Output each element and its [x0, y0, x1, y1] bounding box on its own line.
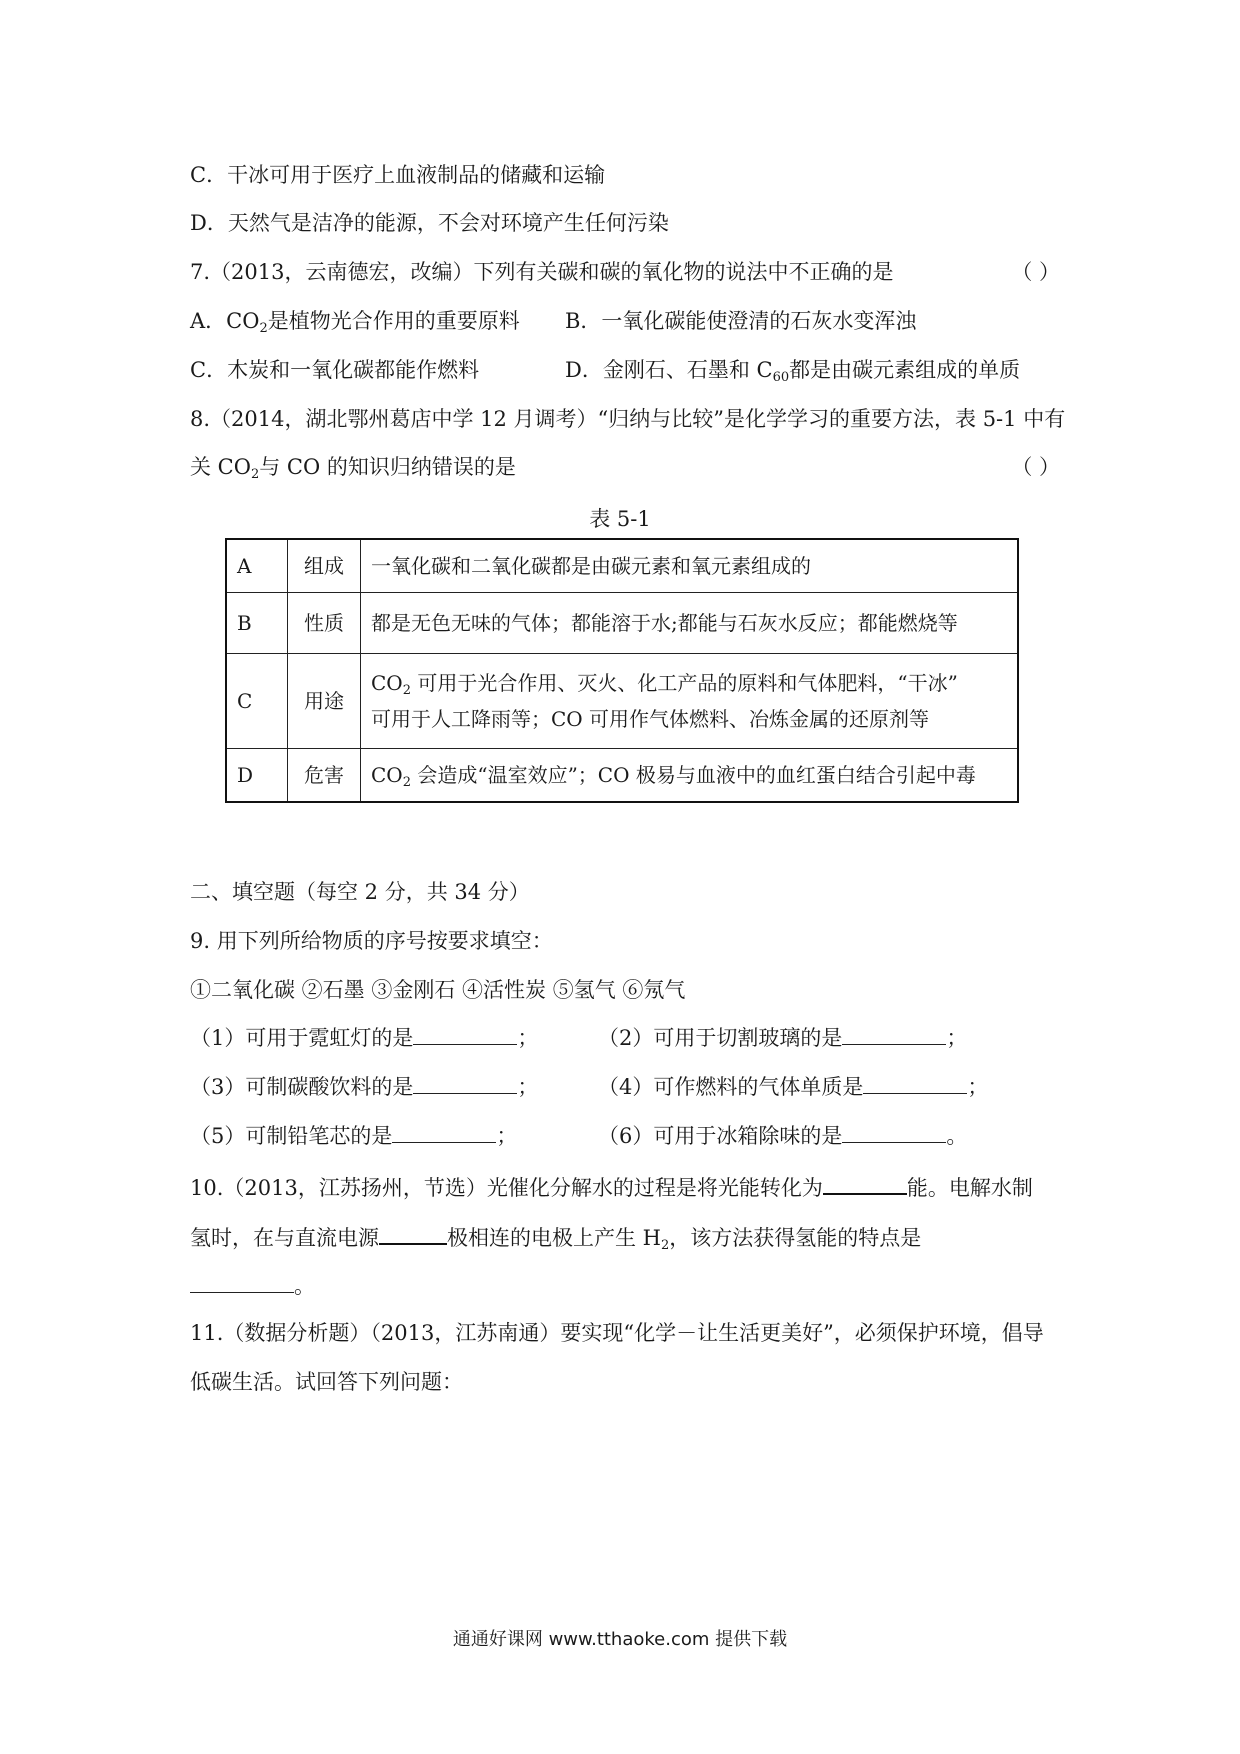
- section-heading: 二、填空题（每空 2 分，共 34 分）: [190, 880, 530, 904]
- row-text: [361, 749, 1019, 803]
- q7-a-post: 是植物光合作用的重要原料: [267, 309, 520, 333]
- row-letter: D: [226, 749, 288, 803]
- row-text: [361, 654, 1019, 749]
- q10-line3: [190, 1270, 1060, 1301]
- q9-item-text: （5）可制铅笔芯的是: [190, 1124, 393, 1148]
- q9-stem: 9. 用下列所给物质的序号按要求填空：: [190, 929, 553, 953]
- q9-item-end: ；: [517, 1026, 539, 1050]
- table-row: [226, 749, 1018, 803]
- row-letter: B: [226, 593, 288, 654]
- co2-sub: 2: [402, 775, 411, 790]
- q10-l2-post: ，该方法获得氢能的特点是: [669, 1226, 922, 1250]
- q8-answer-paren: （ ）: [1011, 455, 1060, 479]
- q7-d-post: 都是由碳元素组成的单质: [789, 358, 1021, 382]
- q9-item-end: ；: [967, 1075, 989, 1099]
- q7-option-a: [190, 309, 520, 336]
- table-row: [226, 654, 1018, 749]
- q9-item-6: [598, 1120, 967, 1151]
- q7-d-sub: 60: [772, 370, 790, 385]
- q8-stem-line2: [190, 452, 1060, 482]
- answer-blank[interactable]: [392, 1120, 496, 1143]
- q9-item-end: ；: [517, 1075, 539, 1099]
- q8-l2-sub: 2: [250, 467, 260, 482]
- q7-stem: [190, 257, 1060, 287]
- q7-answer-paren: （ ）: [1011, 260, 1060, 284]
- answer-blank[interactable]: [190, 1270, 294, 1293]
- q9-item-end: ；: [946, 1026, 968, 1050]
- q7-options-cd: [190, 355, 1060, 385]
- q7-d-pre: D．金刚石、石墨和 C: [565, 358, 773, 382]
- q9-options: ①二氧化碳 ②石墨 ③金刚石 ④活性炭 ⑤氢气 ⑥氖气: [190, 978, 686, 1002]
- answer-blank[interactable]: [379, 1221, 447, 1245]
- row-text-line1: [371, 665, 1007, 701]
- q10-l2-mid: 极相连的电极上产生 H: [447, 1226, 661, 1250]
- q9-item-end: 。: [946, 1124, 968, 1148]
- q7-a-pre: A．CO: [190, 309, 260, 333]
- q9-item-3: [190, 1075, 538, 1099]
- q10-l2-pre: 氢时，在与直流电源: [190, 1226, 379, 1250]
- q9-item-text: （1）可用于霓虹灯的是: [190, 1026, 414, 1050]
- q10-l1-post: 能。电解水制: [906, 1176, 1033, 1200]
- answer-blank[interactable]: [863, 1071, 967, 1094]
- q10-line1: [190, 1171, 1060, 1203]
- q9-item-text: （2）可用于切割玻璃的是: [598, 1026, 843, 1050]
- q6-option-c: C．干冰可用于医疗上血液制品的储藏和运输: [190, 163, 606, 187]
- q9-item-2: [598, 1022, 967, 1053]
- q7-options-ab: [190, 306, 1060, 336]
- q9-row-3: [190, 1120, 1060, 1151]
- q8-stem-line2-text: [190, 452, 516, 482]
- page-footer: 通通好课网 www.tthaoke.com 提供下载: [452, 1629, 788, 1650]
- table-caption: 表 5-1: [589, 507, 651, 531]
- q9-row-1: [190, 1022, 1060, 1053]
- q7-option-b: B．一氧化碳能使澄清的石灰水变浑浊: [565, 309, 917, 333]
- q7-stem-text: 7.（2013，云南德宏，改编）下列有关碳和碳的氧化物的说法中不正确的是: [190, 260, 894, 284]
- row-topic: 性质: [288, 593, 361, 654]
- q8-l2-post: 与 CO 的知识归纳错误的是: [259, 455, 516, 479]
- co2-pre: CO: [371, 763, 403, 787]
- row-letter: C: [226, 654, 288, 749]
- row-text: 都是无色无味的气体；都能溶于水;都能与石灰水反应；都能燃烧等: [361, 593, 1019, 654]
- q8-l2-pre: 关 CO: [190, 455, 251, 479]
- q10-l2-sub: 2: [661, 1238, 670, 1253]
- table-row: [226, 593, 1018, 654]
- q10-l3-end: 。: [294, 1274, 315, 1298]
- row-text-line2: 可用于人工降雨等；CO 可用作气体燃料、冶炼金属的还原剂等: [371, 707, 930, 731]
- co2-co-comparison-table: [225, 538, 1019, 803]
- row-topic: 用途: [288, 654, 361, 749]
- q10-line2: [190, 1221, 1060, 1253]
- row-letter: A: [226, 539, 288, 593]
- row-topic: 组成: [288, 539, 361, 593]
- table-row: [226, 539, 1018, 593]
- q9-row-2: [190, 1071, 1060, 1102]
- row-topic: 危害: [288, 749, 361, 803]
- q9-item-1: [190, 1026, 538, 1050]
- q9-item-5: [190, 1124, 517, 1148]
- q10-l1-pre: 10.（2013，江苏扬州，节选）光催化分解水的过程是将光能转化为: [190, 1176, 823, 1200]
- q7-option-c: C．木炭和一氧化碳都能作燃料: [190, 358, 480, 382]
- q9-item-4: [598, 1071, 988, 1102]
- row-text: 一氧化碳和二氧化碳都是由碳元素和氧元素组成的: [361, 539, 1019, 593]
- q6-option-d: D．天然气是洁净的能源，不会对环境产生任何污染: [190, 211, 669, 235]
- q7-a-sub: 2: [259, 321, 268, 336]
- answer-blank[interactable]: [413, 1022, 517, 1045]
- co2-post: 会造成“温室效应”；CO 极易与血液中的血红蛋白结合引起中毒: [410, 763, 976, 787]
- q9-item-text: （4）可作燃料的气体单质是: [598, 1075, 864, 1099]
- answer-blank[interactable]: [842, 1022, 946, 1045]
- answer-blank[interactable]: [842, 1120, 946, 1143]
- q9-item-text: （3）可制碳酸饮料的是: [190, 1075, 414, 1099]
- q7-option-d: [565, 355, 1020, 385]
- co2-sub: 2: [402, 683, 411, 698]
- co2-post: 可用于光合作用、灭火、化工产品的原料和气体肥料，“干冰”: [410, 671, 958, 695]
- q11-line1: 11.（数据分析题）（2013，江苏南通）要实现“化学－让生活更美好”，必须保护环境，倡导: [190, 1321, 1044, 1345]
- answer-blank[interactable]: [413, 1071, 517, 1094]
- q9-item-text: （6）可用于冰箱除味的是: [598, 1124, 843, 1148]
- q8-stem-line1: 8.（2014，湖北鄂州葛店中学 12 月调考）“归纳与比较”是化学学习的重要方法，表 5-1 中有: [190, 407, 1066, 431]
- q9-item-end: ；: [496, 1124, 518, 1148]
- answer-blank[interactable]: [823, 1171, 907, 1195]
- co2-pre: CO: [371, 671, 403, 695]
- q11-line2: 低碳生活。试回答下列问题：: [190, 1370, 463, 1394]
